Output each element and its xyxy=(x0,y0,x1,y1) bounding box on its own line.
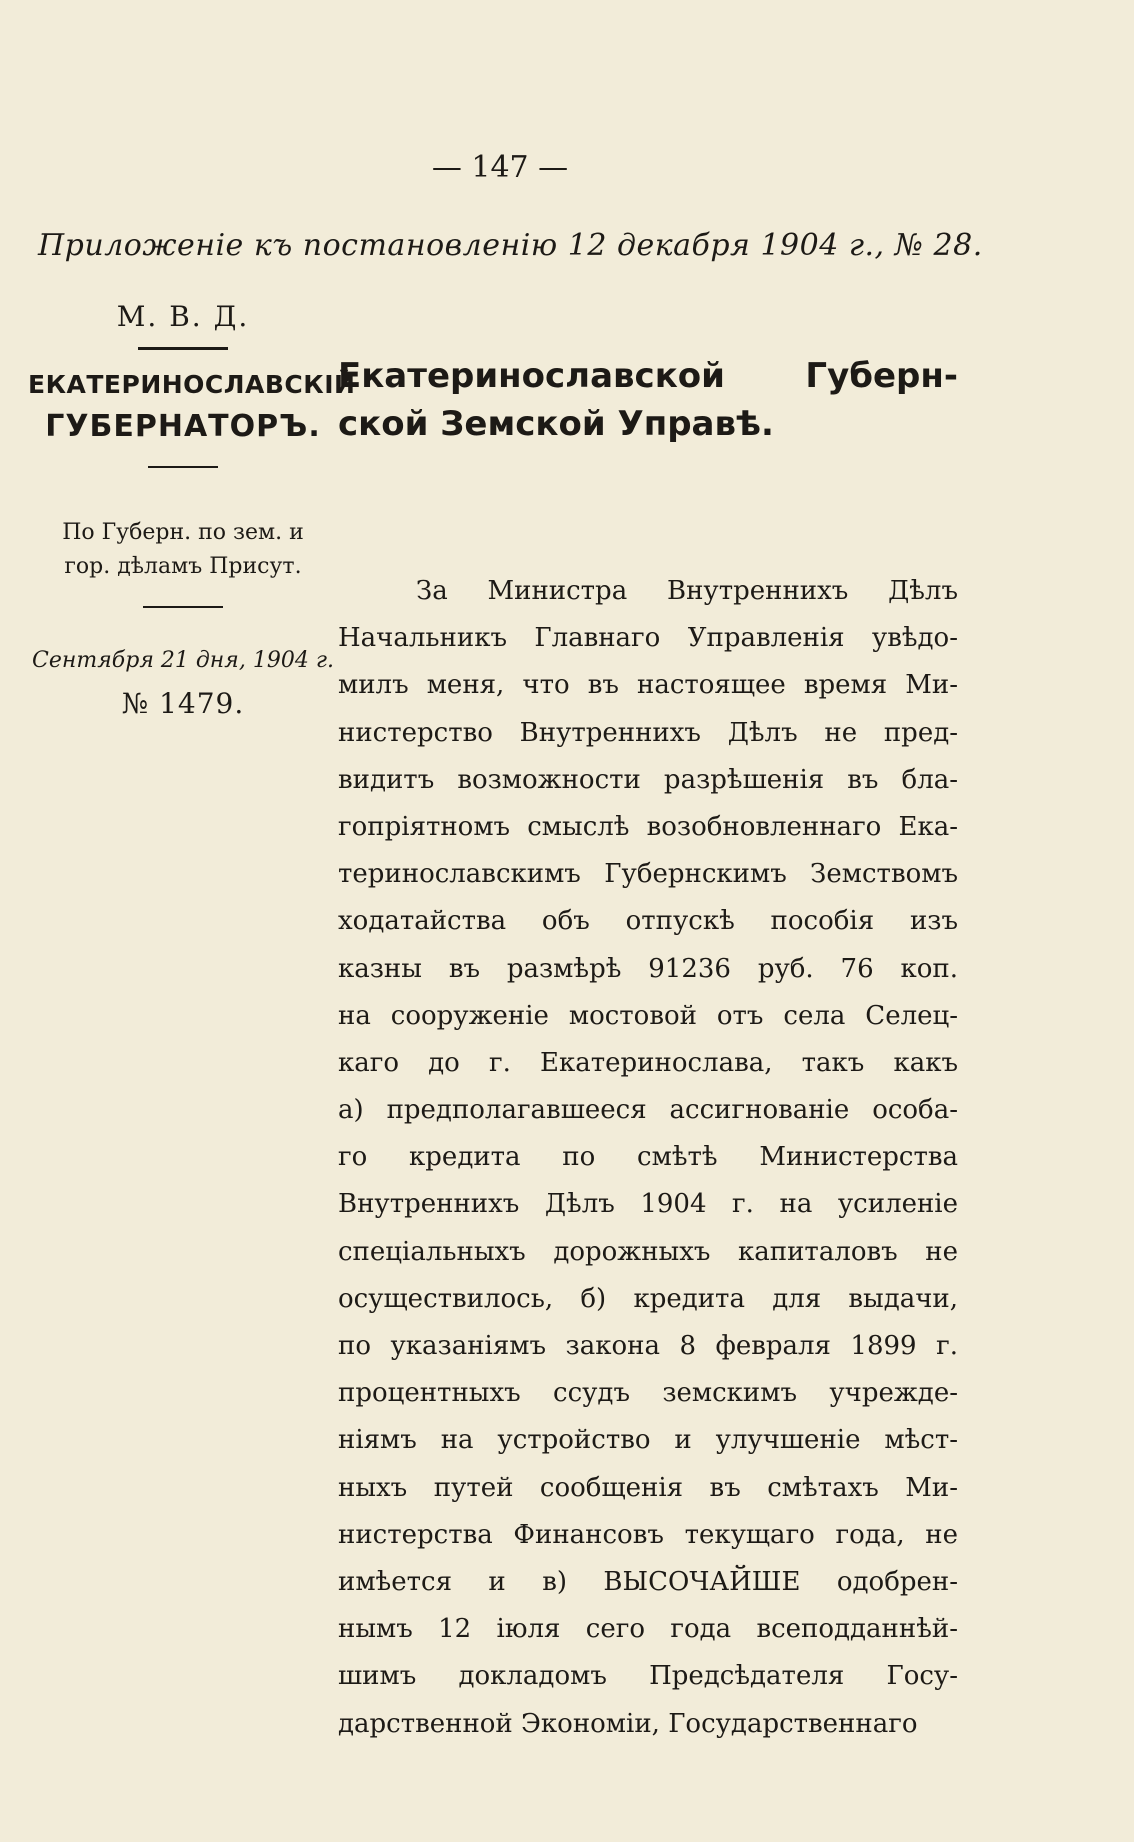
office-line: гор. дѣламъ Присут. xyxy=(64,554,302,579)
body-line: милъ меня, что въ настоящее время Ми- xyxy=(338,670,958,701)
body-line: шимъ докладомъ Предсѣдателя Госу- xyxy=(338,1661,958,1692)
body-line: Начальникъ Главнаго Управленія увѣдо- xyxy=(338,623,958,654)
body-line: процентныхъ ссудъ земскимъ учрежде- xyxy=(338,1378,958,1409)
body-line: гопріятномъ смыслѣ возобновленнаго Ека- xyxy=(338,811,958,842)
divider xyxy=(143,606,223,608)
body-line: ныхъ путей сообщенія въ смѣтахъ Ми- xyxy=(338,1472,958,1503)
letter-number: № 1479. xyxy=(121,687,245,720)
body-line: го кредита по смѣтѣ Министерства xyxy=(338,1142,958,1173)
body-line: нистерство Внутреннихъ Дѣлъ не пред- xyxy=(338,717,958,748)
body-line: нистерства Финансовъ текущаго года, не xyxy=(338,1519,958,1550)
body-line: видитъ возможности разрѣшенія въ бла- xyxy=(338,764,958,795)
body-line: по указаніямъ закона 8 февраля 1899 г. xyxy=(338,1331,958,1361)
governor-title-line2: ГУБЕРНАТОРЪ. xyxy=(45,409,321,444)
body-line: За Министра Внутреннихъ Дѣлъ xyxy=(416,576,958,606)
body-line: нымъ 12 іюля сего года всеподданнѣй- xyxy=(338,1614,958,1645)
body-line: Внутреннихъ Дѣлъ 1904 г. на усиленіе xyxy=(338,1189,958,1220)
office-line: По Губерн. по зем. и xyxy=(62,520,304,545)
ministry-abbrev: М. В. Д. xyxy=(116,300,250,333)
governor-title-line1: ЕКАТЕРИНОСЛАВСКІЙ xyxy=(28,370,356,399)
body-line: каго до г. Екатеринослава, такъ какъ xyxy=(338,1047,958,1078)
divider xyxy=(138,347,228,350)
office-name xyxy=(28,516,338,584)
body-line: ніямъ на устройство и улучшеніе мѣст- xyxy=(338,1425,958,1456)
body-line: осуществилось, б) кредита для выдачи, xyxy=(338,1283,958,1314)
letter-body xyxy=(338,568,958,1748)
letter-date: Сентября 21 дня, 1904 г. xyxy=(32,648,334,673)
body-line: теринославскимъ Губернскимъ Земствомъ xyxy=(338,859,958,890)
body-line: а) предполагавшееся ассигнованіе особа- xyxy=(338,1095,958,1126)
page-number: — 147 — xyxy=(431,150,569,185)
body-line: ходатайства объ отпускѣ пособія изъ xyxy=(338,906,958,937)
appendix-subtitle: Приложеніе къ постановленію 12 декабря 1904 г., № 28. xyxy=(38,228,983,263)
body-line: дарственной Экономіи, Государственнаго xyxy=(338,1708,918,1739)
body-line: имѣется и в) ВЫСОЧАЙШЕ одобрен- xyxy=(338,1566,958,1597)
body-line: спеціальныхъ дорожныхъ капиталовъ не xyxy=(338,1236,958,1267)
sender-block xyxy=(28,300,356,720)
divider xyxy=(148,466,218,468)
addressee-heading: Екатеринославской Губерн-ской Земской Управѣ. xyxy=(338,356,958,444)
body-line: казны въ размѣрѣ 91236 руб. 76 коп. xyxy=(338,953,958,984)
body-line: на сооруженіе мостовой отъ села Селец- xyxy=(338,1000,958,1031)
